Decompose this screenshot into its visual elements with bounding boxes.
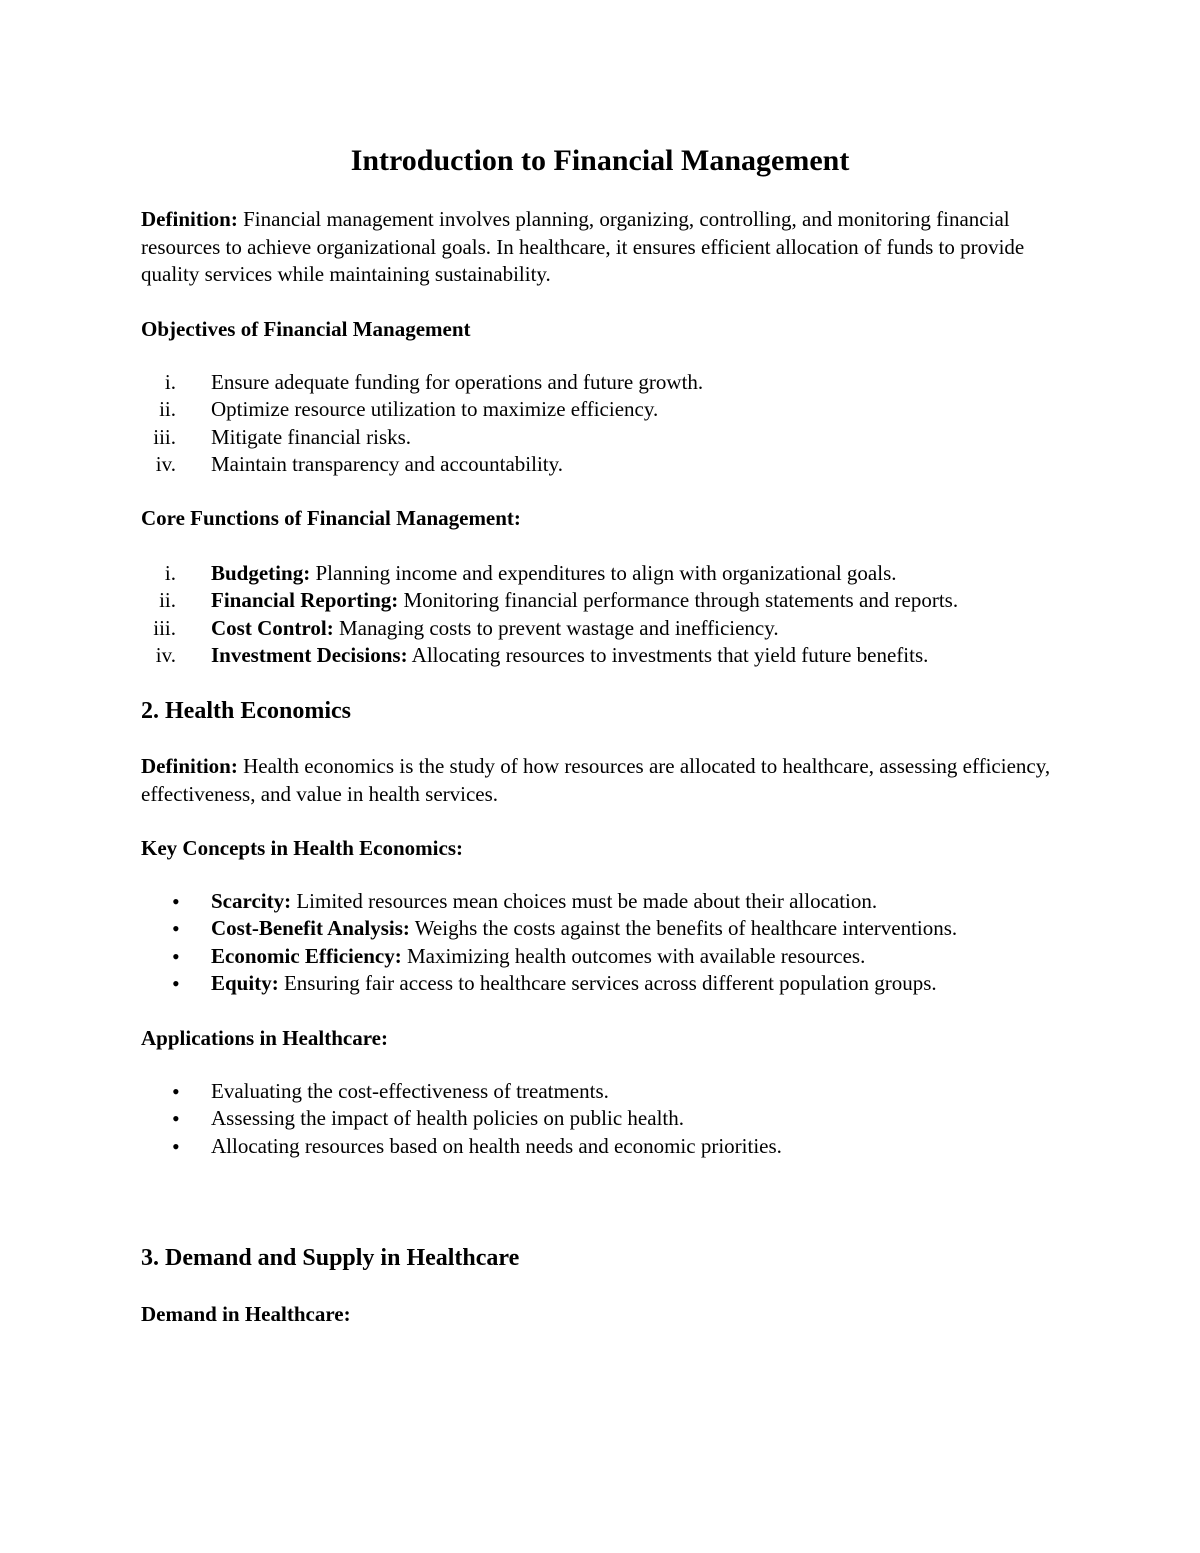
list-marker: iv. [155,451,176,476]
bullet-icon: • [172,1079,180,1104]
bullet-icon: • [172,916,180,942]
list-item [0,943,1200,970]
list-item [0,396,1200,423]
term: Economic Efficiency: [211,943,402,968]
bullet-icon: • [172,889,180,914]
he-definition-text: Health economics is the study of how resources are allocated to healthcare, assessing efficiency, effectiveness, and value in health services. [141,754,1051,806]
term: Financial Reporting: [211,588,399,613]
core-functions-heading: Core Functions of Financial Management: [141,506,521,530]
list-item-text: Managing costs to prevent wastage and inefficiency. [333,615,779,640]
term: Cost Control: [211,615,334,640]
he-definition-paragraph [141,753,1071,808]
list-item [0,888,1200,915]
list-item-text: Ensuring fair access to healthcare services across different population groups. [278,970,937,995]
list-item-text: Planning income and expenditures to align with organizational goals. [310,561,897,585]
list-item-text: Weighs the costs against the benefits of healthcare interventions. [409,916,958,941]
bullet-icon: • [172,970,180,996]
fm-definition-paragraph [141,206,1071,289]
list-marker: iii. [153,615,176,640]
key-concepts-list [0,888,1200,997]
list-marker: ii. [159,397,176,422]
health-economics-heading: 2. Health Economics [141,698,351,724]
applications-heading: Applications in Healthcare: [141,1026,388,1050]
list-item-text: Allocating resources to investments that yield future benefits. [407,642,929,667]
list-marker: i. [164,370,176,394]
list-item [0,587,1200,614]
list-item [0,1078,1200,1105]
list-item-text: Limited resources mean choices must be made about their allocation. [291,889,878,913]
list-item [0,642,1200,669]
applications-list [0,1078,1200,1160]
term: Cost-Benefit Analysis: [211,916,410,941]
fm-definition-text: Financial management involves planning, organizing, controlling, and monitoring financial resources to achieve organizational goals. In healthcare, it ensures efficient allocation of funds to provide quality services while maintaining sustainability. [141,207,1025,286]
list-item [0,560,1200,587]
list-item [0,451,1200,478]
list-item-text: Evaluating the cost-effectiveness of treatments. [211,1079,609,1103]
list-item-text: Maximizing health outcomes with available resources. [401,943,866,968]
demand-subheading: Demand in Healthcare: [141,1302,351,1326]
list-marker: ii. [159,588,176,613]
list-item [0,915,1200,942]
list-item [0,1105,1200,1132]
term: Scarcity: [211,889,292,913]
objectives-heading: Objectives of Financial Management [141,317,471,341]
core-functions-list [0,560,1200,669]
list-item-text: Maintain transparency and accountability. [211,451,564,476]
fm-definition-label: Definition: [141,207,238,231]
term: Equity: [211,970,279,995]
list-item-text: Mitigate financial risks. [211,424,412,449]
term: Budgeting: [211,561,311,585]
bullet-icon: • [172,1133,180,1159]
list-item [0,615,1200,642]
list-marker: i. [164,561,176,585]
list-item-text: Ensure adequate funding for operations and future growth. [211,370,704,394]
list-item [0,970,1200,997]
he-definition-label: Definition: [141,754,238,778]
key-concepts-heading: Key Concepts in Health Economics: [141,836,463,860]
list-item-text: Monitoring financial performance through statements and reports. [398,588,959,613]
list-item [0,369,1200,396]
page-title: Introduction to Financial Management [350,144,850,177]
list-marker: iii. [153,424,176,449]
bullet-icon: • [172,1106,180,1132]
objectives-list [0,369,1200,478]
list-item [0,424,1200,451]
bullet-icon: • [172,943,180,969]
list-item-text: Assessing the impact of health policies on public health. [211,1106,684,1131]
list-item [0,1133,1200,1160]
list-item-text: Allocating resources based on health needs and economic priorities. [211,1133,782,1158]
term: Investment Decisions: [211,642,408,667]
demand-supply-heading: 3. Demand and Supply in Healthcare [141,1245,520,1271]
list-item-text: Optimize resource utilization to maximize efficiency. [211,397,659,422]
list-marker: iv. [155,642,176,667]
